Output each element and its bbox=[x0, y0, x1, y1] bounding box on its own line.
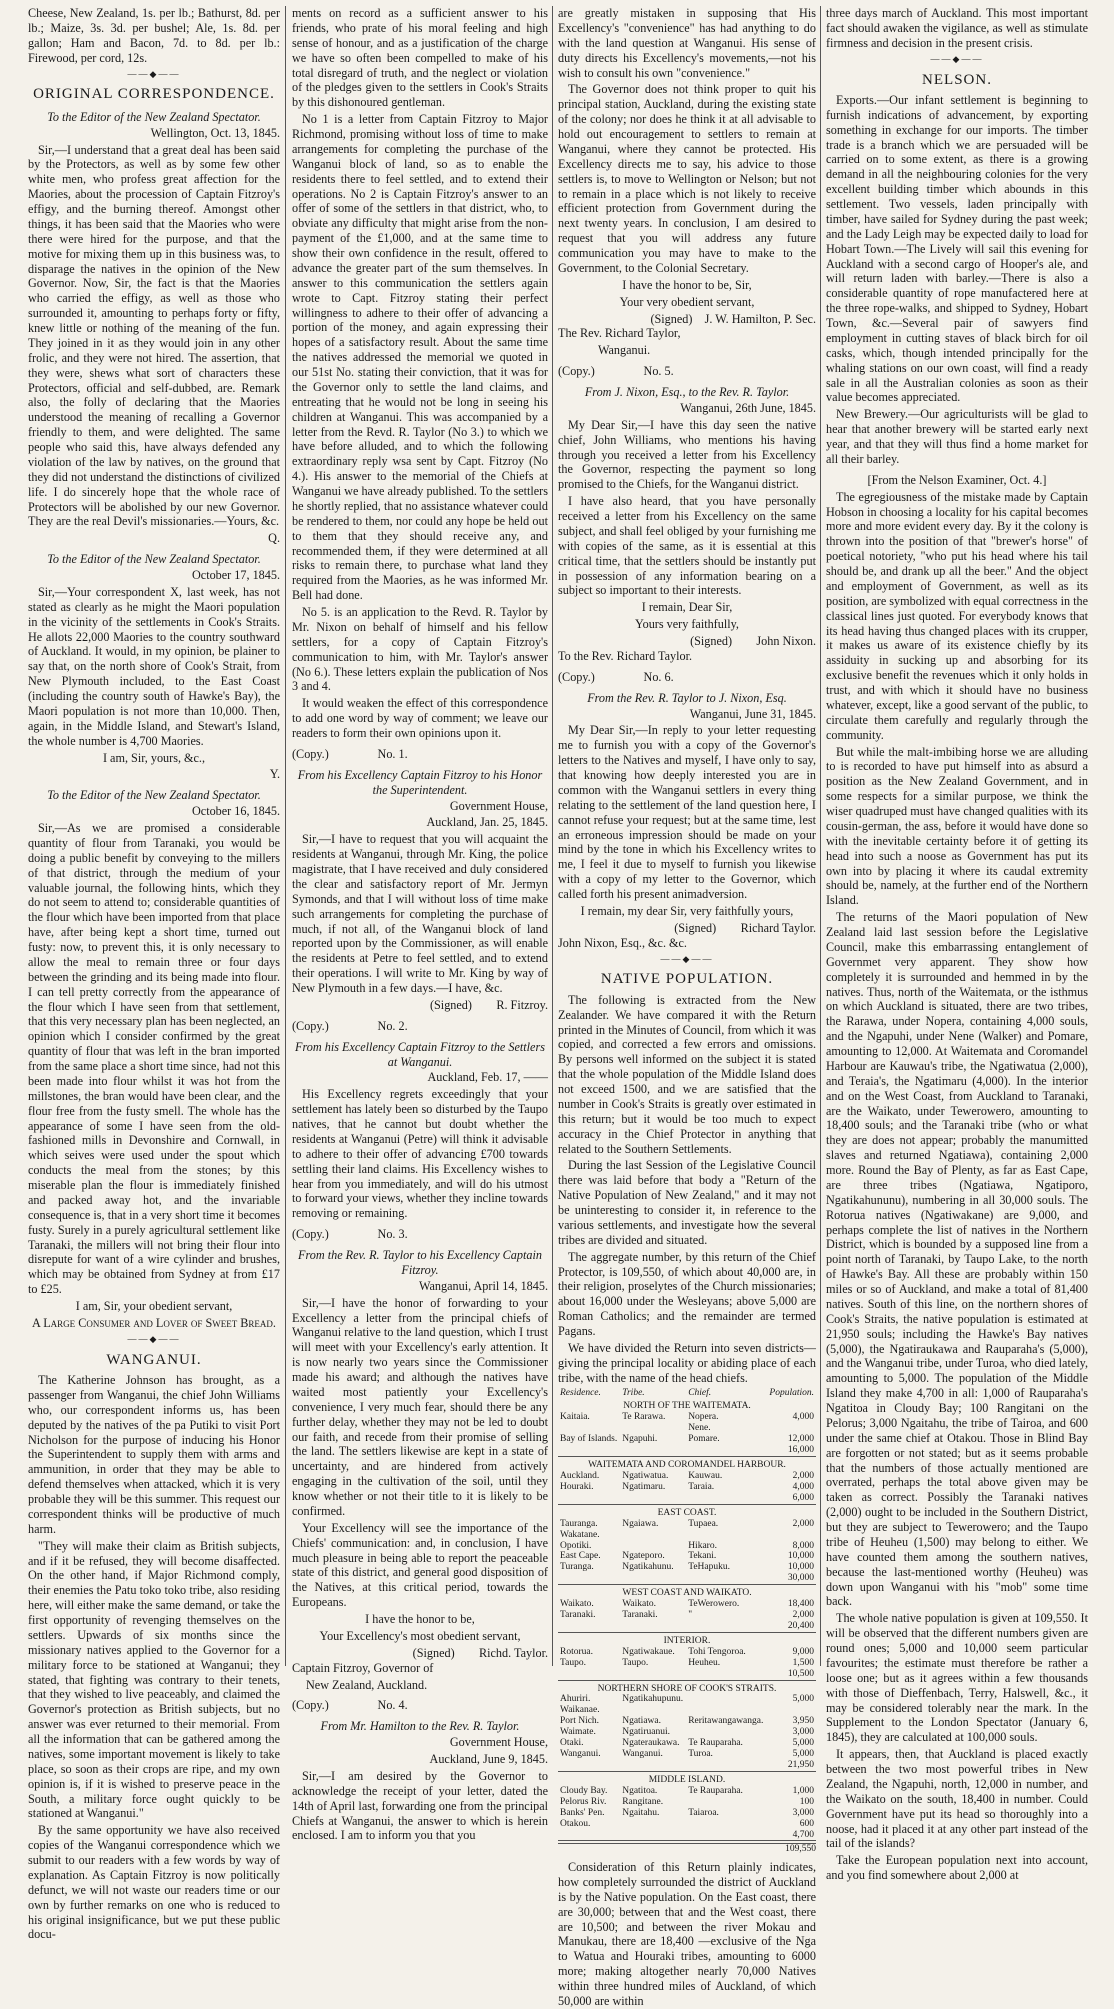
table-cell: Ngatikahupunu. bbox=[622, 1694, 684, 1705]
table-row bbox=[558, 1797, 816, 1808]
table-cell: Otaki. bbox=[560, 1738, 584, 1749]
table-section-title: NORTHERN SHORE OF COOK'S STRAITS. bbox=[597, 1683, 777, 1694]
article-paragraph: The returns of the Maori population of New Zealand laid last session before the Legislative Council, make this embarrassing entanglement of Governmet very apparent. They show how completely it is surrounded and hemmed in by the natives. Thus, north of the Waitemata, or the isthmus on which Auckland is situated, there are two tribes, the Rarawa, under Nopera, containing 4,000 souls, and the Ngapuhi, under Nene (Walker) and Pomare, amounting to 12,000. At Waitemata and Coromandel Harbour are Kauwau's tribe, the Ngatiwatua (2,000), and Teraia's, the Ngatimaru (4,000). In the interior and on the West Coast, from Auckland to Taranaki, are the Waikato, under Tewerowero, amounting to 18,400 souls; and the Taranaki tribe (who or what they are does not appear; probably the manumitted slaves and returned Ngatiawa), containing 2,000 more. Round the Bay of Plenty, as far as East Cape, are three tribes (Ngatiawa, Ngatiporo, Ngatikahununu), numbering in all 30,000 souls. The Rotorua natives (Ngatiwakane) are 9,000, and perhaps complete the list of natives in the Northern District, which is bounded by a supposed line from a point north of Taranaki, by Taupo Lake, to the north of Hawke's Bay. All these are probably within 150 miles or so of Auckland, and make a total of 81,400 natives. South of this line, on the northern shores of Cook's Straits, the native population is estimated at 21,950 souls; including the Hawke's Bay natives (5,000), the Ngatiraukawa and Rauparaha's (5,000), and the Wanganui tribe, under Turoa, who died lately, amounting to 5,000. The population of the Middle Island they make 4,700 in all: 1,000 of Rauparaha's Ngatitoa in Cloudy Bay; 100 Rangitani on the Pelorus; 3,000 Ngaitahu, the tribe of Tairoa, and 600 under the same chief at Otakou. Those in Blind Bay are forgotten or not stated; but as it seems probable that the numbers of those actually mentioned are overrated, perhaps the total above given may be taken as correct. Possibly the Taranaki natives (2,000) ought to be included in the Southern District, but they are subject to Tewerowero; and the Taupo tribe of Heuheu (1,500) may belong to either. We have counted them among the southern natives, because the last-mentioned worthy (Heuheu) was down upon Wanganui with his "mob" some time back. bbox=[826, 910, 1088, 1609]
letter-body: Sir,—Your correspondent X, last week, has not stated as clearly as he might the Maori population in the vicinity of the settlements in Cook's Straits. He allots 22,000 Maories to the country southward of Auckland. It would, in my opinion, be plainer to say that, on the north shore of Cook's Strait, from New Plymouth included, to the East Coast (including the country south of Hawke's Bay), the Maori population is not more than 10,000. Then, again, in the Middle Island, and Stewart's Island, the whole number is 4,700 Maories. bbox=[28, 584, 280, 748]
document-body: are greatly mistaken in supposing that His Excellency's "convenience" has had anything to do with the land question at Wanganui. His sense of duty directs his Excellency's movements,—not his wish to consult his own "convenience." bbox=[558, 6, 816, 80]
table-cell: Nene. bbox=[688, 1423, 711, 1434]
article-paragraph: But while the malt-imbibing horse we are alluding to is recorded to have put himself into as absurd a position as the New Zealand Government, and in some respects for a similar purpose, we think the wiser quadruped must have changed qualities with its cousin-german, the ass, before it would have done so with the inevitable certainty before it of getting its head into such a noose as Government has put its own into by placing it where its caudal extremity should be, namely, at the further end of the Northern Island. bbox=[826, 744, 1088, 908]
table-cell: Otakou. bbox=[560, 1818, 591, 1829]
table-cell: Wakatane. bbox=[560, 1529, 600, 1540]
document-closing: Your very obedient servant, bbox=[619, 294, 755, 309]
table-cell: Rotorua. bbox=[560, 1646, 593, 1657]
table-cell: Wanganui. bbox=[560, 1749, 601, 1760]
table-cell: Pomare. bbox=[688, 1434, 720, 1445]
table-row bbox=[558, 1647, 816, 1658]
column-rule bbox=[285, 6, 286, 1666]
table-cell: 10,000 bbox=[787, 1562, 814, 1573]
table-cell bbox=[686, 1705, 766, 1716]
table-section-header bbox=[558, 1632, 816, 1646]
article-paragraph: Consideration of this Return plainly indicates, how completely surrounded the district of Auckland is by the Native population. On the East coast, there are 30,000; between that and the West coast, there are 10,500; and between the river Mokau and Manukau, there are 18,400 —exclusive of the Nga to Watua and Houraki tribes, amounting to 6000 more; making altogether nearly 70,000 Natives within three hundred miles of Auckland, of which 50,000 are within bbox=[558, 1860, 816, 2008]
table-row bbox=[558, 1434, 816, 1445]
table-cell: Waikato. bbox=[560, 1599, 594, 1610]
document-recipient: To the Rev. Richard Taylor. bbox=[558, 648, 693, 663]
table-cell: 100 bbox=[799, 1796, 814, 1807]
table-cell: Taiaroa. bbox=[688, 1807, 719, 1818]
table-cell: Ngatikahunu. bbox=[622, 1562, 674, 1573]
table-cell: Turanga. bbox=[560, 1562, 594, 1573]
article-source: [From the Nelson Examiner, Oct. 4.] bbox=[867, 472, 1047, 487]
letter-addressee: To the Editor of the New Zealand Spectator. bbox=[47, 109, 261, 124]
ornament-divider: ——◆—— bbox=[660, 953, 714, 964]
table-cell: Kaitaia. bbox=[560, 1412, 590, 1423]
document-place: Government House, bbox=[449, 798, 548, 813]
table-section-title: WAITEMATA AND COROMANDEL HARBOUR. bbox=[588, 1460, 786, 1471]
table-cell: Opotiki. bbox=[560, 1540, 592, 1551]
table-cell bbox=[686, 1797, 766, 1808]
document-from: From the Rev. R. Taylor to J. Nixon, Esq. bbox=[587, 690, 787, 705]
document-closing: Yours very faithfully, bbox=[635, 617, 739, 632]
table-cell: Waikanae. bbox=[560, 1705, 600, 1716]
document-body: My Dear Sir,—I have this day seen the native chief, John Williams, who mentions his having through you received a letter from his Excellency the Governor, respecting the payment so long promised to the Chiefs, for the Wanganui district. bbox=[558, 417, 816, 492]
article-paragraph: By the same opportunity we have also received copies of the Wanganui correspondence which we submit to our readers with a few words by way of explanation. As Captain Fitzroy is now politically defunct, we will not waste our readers time or our own by further remarks on one who is reduced to his original insignificance, but we put these public docu- bbox=[28, 1823, 280, 1942]
table-cell: TeHapuku. bbox=[688, 1562, 730, 1573]
table-cell: " bbox=[688, 1610, 693, 1621]
table-row bbox=[558, 1727, 816, 1738]
letter-body: Sir,—I understand that a great deal has been said by the Protectors, as well as by some few other white men, who profess great affection for the Maories, about the procession of Captain Fitzroy's effigy, and the burning thereof. Amongst other things, it has been said that the Maories who were there were hired for the purpose, and that the motive for mixing them up in this business was, to disparage the natives in the opinion of the New Governor. Now, Sir, the fact is that the Maories who carried the effigy, as well as those who surrounded it, amounting to perhaps forty or fifty, knew little or nothing of the meaning of the fun. They joined in it as they would join in any other frolic, and they were not hired. The assertion, that they were, shews what sort of characters these Protectors, official and self-dubbed, are. Remark also, the folly of declaring that the Maories understood the meaning of recalling a Governor friendly to them, and were delighted. The same people who said this, have always defended any violation of the law by natives, on the ground that they did not understand the distinctions of civilized life. I do sincerely hope that the whole race of Protectors will be abolished by our new Governor. They are the real Devil's missionaries.—Yours, &c. bbox=[28, 142, 280, 529]
ornament-divider: ——◆—— bbox=[127, 68, 181, 79]
letter-signature: A Large Consumer and Lover of Sweet Bread. bbox=[32, 1315, 276, 1330]
table-row bbox=[558, 1423, 816, 1434]
document-body: Sir,—I am desired by the Governor to acknowledge the receipt of your letter, dated the 14th of April last, forwarding one from the principal Chiefs at Wanganui, the answer to which is herein enclosed. I am to inform you that you bbox=[292, 1768, 548, 1843]
table-subtotal-row bbox=[558, 1669, 816, 1680]
document-signature: (Signed) R. Fitzroy. bbox=[429, 997, 548, 1012]
table-column-header: Chief. bbox=[688, 1387, 712, 1398]
column-rule bbox=[820, 6, 821, 1666]
document-signature: (Signed) Richd. Taylor. bbox=[412, 1645, 548, 1660]
table-column-header: Tribe. bbox=[622, 1387, 645, 1398]
table-cell: 18,400 bbox=[787, 1599, 814, 1610]
table-subtotal: 10,500 bbox=[558, 1669, 816, 1680]
article-paragraph: No 1 is a letter from Captain Fitzroy to Major Richmond, promising without loss of time to make arrangements for completing the purchase of the Wanganui block of land, so as to enable the residents there to feel settled, and to extend their operations. No 2 is Captain Fitzroy's answer to an offer of some of the settlers in that district, who, to obviate any difficulty that might arise from the non-payment of the £1,000, and at the same time to show their own confidence in the result, offered to advance the greater part of the sum themselves. In answer to this communication the settlers again wrote to Capt. Fitzroy stating their perfect willingness to adhere to their offer of advancing a portion of the money, and again expressing their hopes of a satisfactory result. About the same time the natives addressed the memorial we quoted in our 51st No. stating their conviction, that it was for the Governor only to settle the land claims, and entreating that he would not be long in seeing his children at Wanganui. This was accompanied by a letter from the Revd. R. Taylor (No 3.) to which we have before alluded, and to which the following extraordinary reply wsa sent by Capt. Fitzroy (No 4.). His answer to the memorial of the Chiefs at Wanganui we have already published. To the settlers he shortly replied, that no assistance whatever could be rendered to them, nor could any hope be held out to them that they should receive any, and recommended them, if they were determined at all risks to remain there, to purchase what land they required from the Maories, as he was informed Mr. Bell had done. bbox=[292, 112, 548, 603]
table-cell: 1,000 bbox=[792, 1785, 814, 1796]
document-heading: (Copy.) No. 1. bbox=[292, 746, 408, 761]
table-section-title: EAST COAST. bbox=[657, 1507, 717, 1518]
table-cell bbox=[767, 1530, 816, 1541]
letter-addressee: To the Editor of the New Zealand Spectator. bbox=[47, 788, 261, 803]
table-section-header bbox=[558, 1457, 816, 1471]
document-closing: I have the honor to be, Sir, bbox=[622, 277, 752, 292]
document-from: From J. Nixon, Esq., to the Rev. R. Taylor. bbox=[584, 385, 790, 399]
table-cell: Nopera. bbox=[688, 1412, 719, 1423]
table-subtotal-row bbox=[558, 1830, 816, 1841]
table-subtotal: 20,400 bbox=[558, 1621, 816, 1632]
table-row bbox=[558, 1705, 816, 1716]
table-cell: Tauranga. bbox=[560, 1518, 598, 1529]
table-cell: Ngaitahu. bbox=[622, 1807, 660, 1818]
table-cell: 12,000 bbox=[787, 1434, 814, 1445]
table-cell: Heuheu. bbox=[688, 1657, 721, 1668]
table-cell: 10,000 bbox=[787, 1551, 814, 1562]
table-row bbox=[558, 1808, 816, 1819]
table-subtotal-row bbox=[558, 1760, 816, 1771]
table-row bbox=[558, 1530, 816, 1541]
document-body: Your Excellency will see the importance of the Chiefs' communication: and, in conclusion, I have much pleasure in being able to report the peaceable state of this district, and general good disposition of the Natives, at this critical period, towards the Europeans. bbox=[292, 1520, 548, 1610]
table-row bbox=[558, 1819, 816, 1830]
table-cell: Te Rauparaha. bbox=[688, 1785, 743, 1796]
letter-signature: Y. bbox=[269, 767, 280, 782]
table-row bbox=[558, 1471, 816, 1482]
table-cell: Ngatitoa. bbox=[622, 1785, 658, 1796]
table-cell: Taraia. bbox=[688, 1481, 715, 1492]
table-cell bbox=[620, 1541, 686, 1552]
table-subtotal: 30,000 bbox=[558, 1573, 816, 1584]
table-section-header bbox=[558, 1585, 816, 1599]
table-cell bbox=[767, 1423, 816, 1434]
section-title: ORIGINAL CORRESPONDENCE. bbox=[33, 86, 275, 103]
table-cell: Cloudy Bay. bbox=[560, 1785, 608, 1796]
table-cell: Ahuriri. bbox=[560, 1694, 591, 1705]
table-section-header bbox=[558, 1504, 816, 1518]
table-cell: Ngatimaru. bbox=[622, 1481, 666, 1492]
table-cell: Port Nich. bbox=[560, 1716, 600, 1727]
table-cell: Tekani. bbox=[688, 1551, 717, 1562]
article-paragraph: The whole native population is given at 109,550. It will be observed that the different numbers given are round ones; 5,000 and 10,000 seem particular favourites; the estimate must therefore be rather a loose one; but as it agrees within a few thousands with those of Dieffenbach, Terry, Halswell, &c., it may be considered tolerably near the mark. In the Supplement to the London Spectator (January 6, 1845), they are calculated at 100,000 souls. bbox=[826, 1611, 1088, 1745]
table-section-header bbox=[558, 1771, 816, 1785]
table-cell: Waimate. bbox=[560, 1727, 596, 1738]
document-heading: (Copy.) No. 6. bbox=[558, 669, 674, 684]
table-cell: Wanganui. bbox=[622, 1749, 663, 1760]
article-paragraph: The Katherine Johnson has brought, as a passenger from Wanganui, the chief John Williams who, our correspondent informs us, has been deputed by the natives of the pa Putiki to visit Port Nicholson for the purpose of inducing his Honor the Superintendent to supply them with arms and ammunition, in order that they may be able to defend themselves when attacked, which it is very probable they will be this summer. This request our correspondent thinks will be productive of much harm. bbox=[28, 1373, 280, 1536]
document-date: Wanganui, 26th June, 1845. bbox=[680, 400, 816, 415]
table-cell: TeWerowero. bbox=[688, 1599, 740, 1610]
document-body: I have also heard, that you have personally received a letter from his Excellency on the same subject, and shall feel obliged by your furnishing me with copies of the same, as it is essential at this critical time, that the settlers should be instantly put in possession of any information bearing on a subject so important to their interests. bbox=[558, 494, 816, 598]
table-cell: 4,000 bbox=[792, 1412, 814, 1423]
table-section-title: MIDDLE ISLAND. bbox=[648, 1774, 726, 1785]
document-date: Wanganui, April 14, 1845. bbox=[418, 1278, 548, 1293]
document-from: From his Excellency Captain Fitzroy to his Honor the Superintendent. bbox=[297, 767, 543, 797]
table-row bbox=[558, 1519, 816, 1530]
document-date: Auckland, June 9, 1845. bbox=[429, 1752, 548, 1766]
table-subtotal-row bbox=[558, 1621, 816, 1632]
table-cell: 5,000 bbox=[792, 1694, 814, 1705]
table-cell bbox=[620, 1819, 686, 1830]
table-section-title: NORTH OF THE WAITEMATA. bbox=[623, 1401, 751, 1412]
table-cell: Taranaki. bbox=[622, 1610, 658, 1621]
table-row bbox=[558, 1610, 816, 1621]
table-row bbox=[558, 1749, 816, 1760]
table-cell: 3,000 bbox=[792, 1727, 814, 1738]
document-closing: Your Excellency's most obedient servant, bbox=[319, 1628, 521, 1643]
table-cell: Banks' Pen. bbox=[560, 1807, 605, 1818]
table-cell bbox=[686, 1530, 766, 1541]
table-section-header bbox=[558, 1398, 816, 1412]
table-cell: Ngaiawa. bbox=[622, 1518, 659, 1529]
table-cell: 5,000 bbox=[792, 1738, 814, 1749]
document-date: Wanganui, June 31, 1845. bbox=[689, 706, 816, 721]
table-cell: Ngatiwakaue. bbox=[622, 1646, 675, 1657]
table-cell: Auckland. bbox=[560, 1470, 600, 1481]
table-row bbox=[558, 1738, 816, 1749]
article-paragraph: Exports.—Our infant settlement is beginning to furnish indications of advancement, by exporting something in exchange for our imports. The timber trade is a branch which we are persuaded will be carried on to some extent, as there is a growing demand in all the neighbouring colonies for the very excellent building timber which abounds in this settlement. Two vessels, laden principally with timber, have sailed for Sydney during the past week; and the Lady Leigh may be expected daily to load for Hobart Town.—The Lively will sail this evening for Auckland with a second cargo of Hooper's ale, and will return laden with barley.—There is also a considerable quantity of rope manufactered here at the three rope-walks, and shipped to Sydney, Hobart Town, &c.—Several pair of sawyers find employment in cutting staves of black birch for oil casks, which, though intended principally for the whaling stations on our own coast, will find a ready sale in all the Australian colonies as soon as their value becomes appreciated. bbox=[826, 92, 1088, 405]
ornament-divider: ——◆—— bbox=[930, 53, 984, 64]
letter-dateline: October 17, 1845. bbox=[191, 568, 280, 583]
table-cell bbox=[686, 1727, 766, 1738]
table-cell: Te Rarawa. bbox=[622, 1412, 666, 1423]
letter-closing: I am, Sir, yours, &c., bbox=[102, 750, 206, 765]
document-from: From Mr. Hamilton to the Rev. R. Taylor. bbox=[320, 1719, 520, 1734]
table-cell: Taupo. bbox=[622, 1657, 649, 1668]
table-cell: Kauwau. bbox=[688, 1470, 723, 1481]
document-body: Sir,—I have the honor of forwarding to your Excellency a letter from the principal chiefs of Wanganui relative to the land question, which I trust will meet with your Excellency's early attention. It is now nearly two years since the Commissioner made his award; and although the natives have waited most patiently your Excellency's convenience, I very much fear, should there be any further delay, whether they may not be led to doubt our faith, and recede from their promise of selling the land. The settlers likewise are kept in a state of uncertainty, and are hindered from actively engaging in the cultivation of the soil, until they know whether or not their title to it is likely to be confirmed. bbox=[292, 1295, 548, 1518]
document-signature: (Signed) J. W. Hamilton, P. Sec. bbox=[650, 311, 816, 326]
article-paragraph: It appears, then, that Auckland is placed exactly between the two most powerful tribes in New Zealand, the Ngapuhi, north, 12,000 in number, and the Waikato on the south, 18,400 in number. Could Government have put its head so thoroughly into a noose, had it placed it at any other part instead of the tail of the islands? bbox=[826, 1747, 1088, 1851]
table-subtotal-row bbox=[558, 1573, 816, 1584]
article-paragraph: It would weaken the effect of this correspondence to add one word by way of comment; we leave our readers to form their own opinions upon it. bbox=[292, 696, 548, 740]
section-title-nelson: NELSON. bbox=[922, 71, 992, 88]
table-cell: 2,000 bbox=[792, 1470, 814, 1481]
document-heading: (Copy.) No. 5. bbox=[558, 364, 674, 379]
table-cell bbox=[686, 1694, 766, 1705]
table-cell bbox=[686, 1819, 766, 1830]
article-paragraph: We have divided the Return into seven districts—giving the principal locality or abiding place of each tribe, with the name of the head chiefs. bbox=[558, 1340, 816, 1385]
letter-dateline: October 16, 1845. bbox=[191, 804, 280, 819]
table-cell: Tupaea. bbox=[688, 1518, 719, 1529]
table-cell: Ngapuhi. bbox=[622, 1434, 658, 1445]
table-cell bbox=[620, 1423, 686, 1434]
table-cell: 5,000 bbox=[792, 1749, 814, 1760]
table-cell: Te Rauparaha. bbox=[688, 1738, 743, 1749]
table-column-header: Residence. bbox=[560, 1387, 601, 1398]
table-header-row bbox=[558, 1388, 816, 1399]
table-row bbox=[558, 1562, 816, 1573]
document-recipient: The Rev. Richard Taylor, bbox=[558, 326, 681, 341]
table-row bbox=[558, 1412, 816, 1423]
column-1 bbox=[28, 6, 280, 1942]
table-cell bbox=[767, 1705, 816, 1716]
table-cell bbox=[620, 1705, 686, 1716]
article-paragraph: The aggregate number, by this return of the Chief Protector, is 109,550, of which about 40,000 are, in their religion, proselytes of the Church missionaries; about 16,000 under the Wesleyans; above 5,000 are Roman Catholics; and the remainder are termed Pagans. bbox=[558, 1249, 816, 1339]
document-signature: (Signed) John Nixon. bbox=[690, 634, 816, 648]
table-subtotal-row bbox=[558, 1493, 816, 1504]
table-section-title: WEST COAST AND WAIKATO. bbox=[622, 1588, 752, 1599]
table-cell: Ngatiwatua. bbox=[622, 1470, 669, 1481]
column-rule bbox=[552, 6, 553, 1666]
column-3 bbox=[558, 6, 816, 2008]
table-cell: 2,000 bbox=[792, 1518, 814, 1529]
population-table bbox=[558, 1388, 816, 1842]
table-grand-total: 109,550 bbox=[558, 1843, 816, 1856]
table-cell: 1,500 bbox=[792, 1657, 814, 1668]
table-cell: Ngateporo. bbox=[622, 1551, 665, 1562]
document-recipient: Wanganui. bbox=[598, 343, 651, 358]
document-place: Government House, bbox=[449, 1735, 548, 1750]
document-signature: (Signed) Richard Taylor. bbox=[674, 920, 816, 935]
column-2 bbox=[292, 6, 548, 1843]
table-cell: Hikaro. bbox=[688, 1540, 717, 1551]
article-paragraph: ments on record as a sufficient answer to his friends, who prate of his moral feeling and high sense of honour, and as a justification of the charge we have so often been compelled to make of his total disregard of truth, and the neglect or violation of the pledges given to the settlers in Cook's Straits by this dishonoured gentleman. bbox=[292, 6, 548, 110]
section-title-native-population: NATIVE POPULATION. bbox=[600, 971, 774, 988]
table-subtotal: 16,000 bbox=[558, 1445, 816, 1456]
document-from: From the Rev. R. Taylor to his Excellency Captain Fitzroy. bbox=[298, 1248, 542, 1277]
table-cell: Turoa. bbox=[688, 1749, 713, 1760]
ornament-divider: ——◆—— bbox=[127, 1333, 181, 1344]
article-paragraph: The egregiousness of the mistake made by Captain Hobson in choosing a locality for his capital becomes more and more evident every day. By it the colony is thrown into the position of that "brewer's horse" of poetical notoriety, "who put his head where his tail should be, and drank up all the beer." And the object and employment of Government, as well as its position, are symbolized with equal correctness in the classical lines just quoted. For everybody knows that its head having thus changed places with its crupper, it makes us aware of its existence chiefly by its assiduity in sucking up and absorbing for its exclusive benefit the revenues which it only holds in trust, and with which it should have no business whatever, except, like a good servant of the public, to circulate them carefully and regularly through the community. bbox=[826, 489, 1088, 742]
article-paragraph: During the last Session of the Legislative Council there was laid before that body a "Return of the Native Population of New Zealand," and it may not be uninteresting to consider it, in reference to the various settlements, and investigate how the several tribes are divided and situated. bbox=[558, 1158, 816, 1247]
table-cell: 3,950 bbox=[792, 1716, 814, 1727]
table-subtotal: 6,000 bbox=[558, 1493, 816, 1504]
article-paragraph: No 5. is an application to the Revd. R. Taylor by Mr. Nixon on behalf of himself and his fellow settlers, for a copy of Captain Fitzroy's communication to him, with Mr. Taylor's answer (No 6.). These letters explain the publication of Nos 3 and 4. bbox=[292, 605, 548, 694]
document-from: From his Excellency Captain Fitzroy to the Settlers at Wanganui. bbox=[295, 1039, 545, 1069]
document-body: The Governor does not think proper to quit his principal station, Auckland, during the existing state of the colony; nor does he think it at all advisable to hold out encouragement to settlers to remain at Wanganui, where they cannot be protected. His Excellency directs me to say, his advice to those settlers is, to move to Wellington or Nelson; but not to remain in a place which is not likely to receive efficient protection from Government during the next twenty years. In conclusion, I am desired to request that you will address any future communication you may have to make to the Government, to the Colonial Secretary. bbox=[558, 82, 816, 275]
table-cell: Rangitane. bbox=[622, 1796, 664, 1807]
document-closing: I remain, my dear Sir, very faithfully yours, bbox=[580, 903, 794, 918]
table-cell: Taranaki. bbox=[560, 1610, 596, 1621]
table-cell: Bay of Islands. bbox=[560, 1434, 618, 1445]
table-row bbox=[558, 1786, 816, 1797]
article-paragraph: New Brewery.—Our agriculturists will be glad to hear that another brewery will be started early next year, and that they will thus find a home market for all their barley. bbox=[826, 407, 1088, 466]
table-column-header: Population. bbox=[769, 1387, 814, 1398]
table-row bbox=[558, 1694, 816, 1705]
document-heading: (Copy.) No. 3. bbox=[292, 1227, 408, 1242]
table-cell: Ngateraukawa. bbox=[622, 1738, 680, 1749]
table-cell: Tohi Tengoroa. bbox=[688, 1646, 746, 1657]
market-prices: Cheese, New Zealand, 1s. per lb.; Bathurst, 8d. per lb.; Maize, 3s. 3d. per bushel; Ale, 1s. 8d. per gallon; Ham and Bacon, 7d. to 8d. per lb.: Firewood, per cord, 12s. bbox=[28, 6, 280, 65]
table-cell: Pelorus Riv. bbox=[560, 1796, 607, 1807]
table-row bbox=[558, 1541, 816, 1552]
document-heading: (Copy.) No. 4. bbox=[292, 1698, 408, 1713]
table-row bbox=[558, 1658, 816, 1669]
table-cell: 2,000 bbox=[792, 1610, 814, 1621]
table-cell: Ngatiawa. bbox=[622, 1716, 661, 1727]
table-cell: Waikato. bbox=[622, 1599, 657, 1610]
table-section-header bbox=[558, 1680, 816, 1694]
document-date: Auckland, Jan. 25, 1845. bbox=[426, 815, 548, 830]
document-body: Sir,—I have to request that you will acquaint the residents at Wanganui, through Mr. King, the police magistrate, that I have received and duly considered the clear and satisfactory report of Mr. Jermyn Symonds, and that I will without loss of time make such arrangements for completing the purchase of much, if not all, of the Wanganui block of land reported upon by the Commissioner, as will enable the residents at Petre to feel settled, and to extend their operations. I will write to Mr. King by way of New Plymouth in a few days.—I have, &c. bbox=[292, 832, 548, 995]
document-body: My Dear Sir,—In reply to your letter requesting me to furnish you with a copy of the Governor's letters to the Natives and myself, I have only to say, that knowing how deeply interested you are in common with the Wanganui settlers in every thing relating to the settlement of the land question here, I cannot refuse your request; but at the same time, lest an erroneous impression should be made on your mind by the tone in which his Excellency writes to me, I feel it due to myself to furnish you likewise with a copy of my letter to the Governor, which called forth his present animadversion. bbox=[558, 723, 816, 901]
table-cell: Taupo. bbox=[560, 1657, 586, 1668]
table-cell: 8,000 bbox=[792, 1540, 814, 1551]
letter-body: Sir,—As we are promised a considerable quantity of flour from Taranaki, you would be doing a public benefit by conveying to the millers of that district, through the medium of your valuable journal, the following hints, which they do not seem to attend to; considerable quantities of the flour which have been imported from that place have, after being kept a short time, turned out fusty: now, to prevent this, it is only necessary to allow the meal to remain three or four days between the grinding and its being made into flour. I can tell pretty correctly from the appearance of the flour which I have seen from that settlement, that this very necessary plan has been neglected, an opinion which I consider confirmed by the great quantity of flour that was left in the bran imported from the same place a short time since, had not this been made into flour whilst it was hot from the millstones, the bran would have been clear, and the flour free from the fusty smell. The whole has the appearance of some I have seen from the old-fashioned mills in Devonshire and Cornwall, in which seives were used under the spout which conducts the meal from the stones; by this miserable plan the flour is immediately finished and packed away hot, and the invariable consequence is, that in a very short time it becomes fusty. Surely in a purely agricultural settlement like Taranaki, the millers will not bring their flour into disrepute for want of a wire cylinder and brushes, which may be obtained from Sydney at from £17 to £25. bbox=[28, 821, 280, 1297]
table-row bbox=[558, 1482, 816, 1493]
column-4 bbox=[826, 6, 1088, 1883]
table-cell: 3,000 bbox=[792, 1807, 814, 1818]
table-row bbox=[558, 1551, 816, 1562]
table-subtotal: 4,700 bbox=[558, 1830, 816, 1841]
table-cell: Houraki. bbox=[560, 1481, 594, 1492]
letter-signature: Q. bbox=[268, 531, 280, 546]
table-cell: 600 bbox=[799, 1818, 814, 1829]
table-row bbox=[558, 1716, 816, 1727]
table-cell: Ngatiruanui. bbox=[622, 1727, 670, 1738]
document-recipient: New Zealand, Auckland. bbox=[306, 1677, 428, 1692]
table-cell bbox=[620, 1530, 686, 1541]
table-subtotal-row bbox=[558, 1445, 816, 1456]
document-heading: (Copy.) No. 2. bbox=[292, 1018, 408, 1033]
letter-dateline: Wellington, Oct. 13, 1845. bbox=[150, 125, 280, 140]
article-paragraph: "They will make their claim as British subjects, and if it be refused, they will become disaffected. On the other hand, if Major Richmond comply, their enemies the Patu toko toko tribe, also residing here, will either make the same demand, or take the first opportunity of revenging themselves on the settlers. Upwards of six months since the missionary natives applied to the Governor for a military force to be stationed at Wanganui; they stated, that fighting was contrary to their tenets, that they wished to live peaceably, and claimed the Governor's protection as British subjects, but no answer was ever returned to their memorial. From all the information that can be gathered among the natives, some important movement is likely to take place, so soon as their crops are ripe, and my own opinion is, if it is wished to preserve peace in the South, a military force ought quickly to be stationed at Wanganui." bbox=[28, 1538, 280, 1821]
document-recipient: John Nixon, Esq., &c. &c. bbox=[558, 935, 687, 950]
letter-closing: I am, Sir, your obedient servant, bbox=[75, 1299, 233, 1314]
table-cell: 9,000 bbox=[792, 1646, 814, 1657]
article-paragraph: three days march of Auckland. This most important fact should awaken the vigilance, as well as stimulate firmness and decision in the present crisis. bbox=[826, 6, 1088, 50]
document-closing: I remain, Dear Sir, bbox=[641, 600, 733, 615]
section-title-wanganui: WANGANUI. bbox=[106, 1351, 202, 1368]
table-cell: Reritawangawanga. bbox=[688, 1716, 764, 1727]
letter-addressee: To the Editor of the New Zealand Spectator. bbox=[47, 552, 261, 567]
document-closing: I have the honor to be, bbox=[365, 1612, 475, 1626]
article-paragraph: The following is extracted from the New Zealander. We have compared it with the Return printed in the Minutes of Council, from which it was copied, and corrected a few errors and omissions. By persons well informed on the subject it is stated that the whole population of the Middle Island does not exceed 1500, and we are satisfied that the number in Cook's Straits is greatly over estimated in this return; but it would be too much to expect accuracy in the Chief Protector in anything that related to the Southern Settlements. bbox=[558, 992, 816, 1156]
table-row bbox=[558, 1599, 816, 1610]
table-cell bbox=[558, 1423, 620, 1434]
document-body: His Excellency regrets exceedingly that your settlement has lately been so disturbed by the Taupo natives, that he cannot but doubt whether the residents at Wanganui (Petre) will think it advisable to adhere to their offer of advancing £700 towards settling their land claims. His Excellency wishes to hear from you immediately, and will do his utmost to forward your views, whether they incline towards removing or remaining. bbox=[292, 1087, 548, 1221]
table-cell: East Cape. bbox=[560, 1551, 601, 1562]
document-recipient: Captain Fitzroy, Governor of bbox=[292, 1660, 434, 1675]
document-date: Auckland, Feb. 17, —— bbox=[427, 1070, 548, 1085]
table-cell: 4,000 bbox=[792, 1481, 814, 1492]
table-section-title: INTERIOR. bbox=[663, 1635, 711, 1646]
table-subtotal: 21,950 bbox=[558, 1760, 816, 1771]
article-paragraph: Take the European population next into account, and you find somewhere about 2,000 at bbox=[826, 1853, 1088, 1883]
